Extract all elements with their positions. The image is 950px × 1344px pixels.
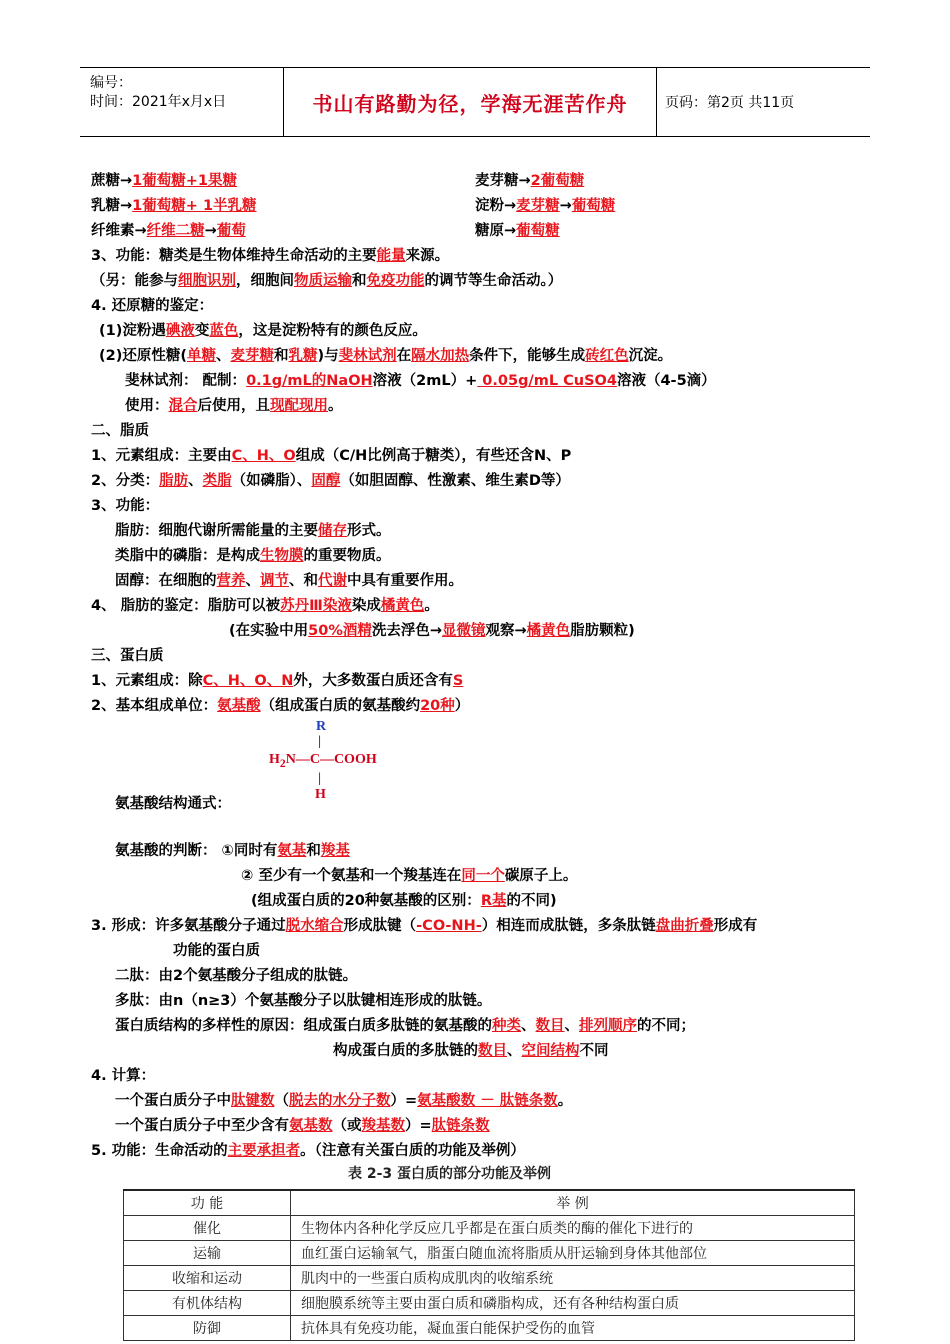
key-term: 隔水加热 [411,348,470,364]
key-term: 混合 [168,398,198,414]
key-term: 单糖 [186,348,216,364]
text: （ [274,1093,289,1109]
table-row [124,1216,855,1241]
text-line [91,1039,871,1064]
function-cell: 有机体结构 [124,1291,291,1316]
text: ）= [405,1118,432,1134]
key-term: 空间结构 [521,1043,580,1059]
key-term: 羧基 [320,843,350,859]
text: （如磷脂）、 [231,473,312,489]
text: 使用： [125,398,169,414]
text-line [91,1089,871,1114]
key-term: 盘曲折叠 [655,918,714,934]
text: (1)淀粉遇 [99,323,166,339]
text-line [91,269,871,294]
text: 构成蛋白质的多肽链的 [333,1043,478,1059]
serial-label: 编号： [90,75,132,91]
text-line [91,494,871,519]
text-line [91,989,871,1014]
text: 1、元素组成：除 [91,673,203,689]
text-line [91,914,871,939]
document-body [91,169,871,1164]
function-cell: 收缩和运动 [124,1266,291,1291]
text: 3. 形成：许多氨基酸分子通过 [91,918,286,934]
text: 2、基本组成单位： [91,698,218,714]
text: 一个蛋白质分子中至少含有 [115,1118,289,1134]
text: 、 [507,1043,522,1059]
key-term: R基 [480,893,507,909]
formula-bond: | [318,734,322,749]
key-term: 显微镜 [442,623,486,639]
text: )与 [317,348,339,364]
key-term: 物质运输 [294,273,352,289]
key-term: 2葡萄糖 [530,173,585,189]
text: 3、功能： [91,498,160,514]
key-term: 苏丹Ⅲ染液 [280,598,352,614]
table-row [124,1266,855,1291]
text: 、 [215,348,231,364]
text: 溶液（2mL）+ [372,373,478,389]
key-term: 数目 [535,1018,565,1034]
text: 的调节等生命活动。） [424,273,563,289]
text-line [91,469,871,494]
text-line [91,194,871,219]
text: 、 [188,473,203,489]
text-line [91,594,871,619]
text: 的重要物质。 [303,548,391,564]
formula-r-group: R [316,719,327,734]
header-page-cell [657,68,870,136]
text: 。（注意有关蛋白质的功能及举例） [300,1143,525,1159]
text-line [91,1014,871,1039]
text-line [91,1114,871,1139]
text: 一个蛋白质分子中 [115,1093,231,1109]
key-term: 麦芽糖 [230,348,274,364]
text: 固醇：在细胞的 [115,573,217,589]
key-term: 氨基酸数 － 肽链条数 [417,1093,558,1109]
key-term: 免疫功能 [366,273,425,289]
table-row [124,1316,855,1341]
key-term: 脂肪 [159,473,189,489]
page-number: 页码：第2页 共11页 [665,95,795,111]
text: (在实验中用 [229,623,309,639]
key-term: S [452,673,464,689]
key-term: 砖红色 [585,348,629,364]
text-line [91,1139,871,1164]
text: 和 [352,273,367,289]
text-line [91,369,871,394]
text: → [559,198,572,214]
text-line [91,394,871,419]
text: 4. 还原糖的鉴定： [91,298,214,314]
text: 功能的蛋白质 [173,943,260,959]
text-line [91,244,871,269]
text: 的不同) [506,893,557,909]
table-caption: 表 2-3 蛋白质的部分功能及举例 [348,1166,552,1182]
key-term: 脱去的水分子数 [289,1093,391,1109]
key-term: 同一个 [461,868,505,884]
text: 2、分类： [91,473,160,489]
text: 变 [194,323,210,339]
date-label: 时间：2021年x月x日 [90,94,227,110]
text: 沉淀。 [628,348,673,364]
key-term: 储存 [318,523,347,539]
text: (2)还原性糖( [99,348,187,364]
example-cell: 抗体具有免疫功能，凝血蛋白能保护受伤的血管 [291,1316,855,1341]
key-term: 橘黄色 [526,623,571,639]
key-term: 1葡萄糖+1果糖 [132,173,237,189]
key-term: 营养 [216,573,246,589]
formula-h: H [269,752,280,767]
text: 斐林试剂： 配制： [125,373,247,389]
text: (组成蛋白质的20种氨基酸的区别： [251,893,481,909]
function-cell: 运输 [124,1241,291,1266]
header-meta-cell [80,68,284,136]
text: 观察→ [485,623,527,639]
text: 后使用，且 [197,398,270,414]
text: 纤维素→ [91,223,147,239]
key-term: 橘黄色 [380,598,425,614]
key-term: 乳糖 [288,348,318,364]
key-term: 0.1g/mL的NaOH [246,373,373,389]
key-term: 麦芽糖 [516,198,560,214]
text: （如胆固醇、性激素、维生素D等） [340,473,570,489]
text-line [91,964,871,989]
key-term: 肽键数 [231,1093,275,1109]
text-line [91,1064,871,1089]
key-term: 代谢 [318,573,347,589]
key-term: 能量 [376,248,406,264]
key-term: 排列顺序 [579,1018,637,1034]
key-term: 调节 [260,573,289,589]
text: （另：能参与 [91,273,178,289]
key-term: 50%酒精 [308,623,372,639]
example-cell: 血红蛋白运输氧气，脂蛋白随血流将脂质从肝运输到身体其他部位 [291,1241,855,1266]
key-term: 氨基 [277,843,307,859]
text: 形式。 [347,523,391,539]
key-term: 数目 [478,1043,507,1059]
text-line [91,444,871,469]
text: 3、功能：糖类是生物体维持生命活动的主要 [91,248,377,264]
formula-bond: | [318,771,322,786]
text: ，这是淀粉特有的颜色反应。 [238,323,427,339]
text: 多肽：由n（n≥3）个氨基酸分子以肽键相连形成的肽链。 [115,993,492,1009]
example-cell: 生物体内各种化学反应几乎都是在蛋白质类的酶的催化下进行的 [291,1216,855,1241]
text-column-2 [475,219,560,244]
text: 蛋白质结构的多样性的原因：组成蛋白质多肽链的氨基酸的 [115,1018,492,1034]
text: 糖原→ [475,223,517,239]
text: 不同 [579,1043,609,1059]
text: → [204,223,217,239]
section-heading [91,419,871,444]
key-term: 固醇 [311,473,341,489]
text: 形成肽键（ [343,918,417,934]
text-line [91,219,871,244]
key-term: -CO-NH- [416,918,482,934]
text: 乳糖→ [91,198,133,214]
key-term: 肽链条数 [431,1118,490,1134]
section-heading [91,294,871,319]
function-cell: 防御 [124,1316,291,1341]
key-term: 葡萄糖 [571,198,616,214]
key-term: 葡萄糖 [516,223,560,239]
text-line [91,889,871,914]
text-line [91,544,871,569]
text-line [91,569,871,594]
key-term: 主要承担者 [227,1143,301,1159]
text: 在 [396,348,412,364]
text: 脂肪：细胞代谢所需能量的主要 [115,523,318,539]
text: 类脂中的磷脂：是构成 [115,548,260,564]
text: ，细胞间 [236,273,294,289]
key-term: 种类 [492,1018,521,1034]
text: 来源。 [405,248,450,264]
text: （组成蛋白质的氨基酸约 [260,698,421,714]
text: 、 [521,1018,536,1034]
key-term: 20种 [420,698,455,714]
protein-function-table [123,1189,855,1341]
text-line [91,344,871,369]
key-term: 现配现用 [270,398,328,414]
text: 中具有重要作用。 [347,573,463,589]
text-line [91,669,871,694]
text: 、和 [289,573,318,589]
section-heading [91,644,871,669]
document-header [80,67,870,137]
example-cell: 肌肉中的一些蛋白质构成肌肉的收缩系统 [291,1266,855,1291]
text: 氨基酸的判断： ①同时有 [115,843,278,859]
text: 麦芽糖→ [475,173,531,189]
text-line [91,619,871,644]
text: 外，大多数蛋白质还含有 [293,673,453,689]
key-term: 葡萄 [216,223,246,239]
text: ）相连而成肽链，多条肽链 [481,918,656,934]
text: 溶液（4-5滴） [616,373,716,389]
key-term: 纤维二糖 [146,223,205,239]
text: 二、脂质 [91,423,149,439]
text: ② 至少有一个氨基和一个羧基连在 [241,868,462,884]
key-term: C、H、O、N [202,673,294,689]
text: 、 [564,1018,579,1034]
text: 蔗糖→ [91,173,133,189]
key-term: 斐林试剂 [338,348,397,364]
text: 染成 [351,598,381,614]
text: （或 [332,1118,362,1134]
text: 脂肪颗粒) [570,623,635,639]
text: 1、元素组成：主要由 [91,448,232,464]
text: 碳原子上。 [504,868,578,884]
text: 。 [557,1093,573,1109]
text: 条件下，能够生成 [469,348,586,364]
text: 形成有 [713,918,758,934]
key-term: 0.05g/mL CuSO4 [477,373,617,389]
text-line [91,864,871,889]
text: 4、 脂肪的鉴定：脂肪可以被 [91,598,281,614]
text: 和 [273,348,289,364]
key-term: 羧基数 [361,1118,405,1134]
formula-amino-group [269,752,377,770]
table-row [124,1291,855,1316]
text-line [91,694,871,719]
text: 三、蛋白质 [91,648,164,664]
amino-acid-formula [91,719,871,824]
text: ）= [390,1093,418,1109]
text-line [91,839,871,864]
text: 洗去浮色→ [371,623,443,639]
key-term: 细胞识别 [178,273,236,289]
text-line [91,319,871,344]
text: 4. 计算： [91,1068,156,1084]
text-column-2 [475,169,584,194]
formula-h-atom: H [315,787,326,802]
column-header-example: 举 例 [291,1190,855,1216]
function-cell: 催化 [124,1216,291,1241]
text: 组成（C/H比例高于糖类），有些还含N、P [295,448,572,464]
key-term: C、H、O [231,448,296,464]
key-term: 1葡萄糖+ 1半乳糖 [132,198,257,214]
text-line [91,169,871,194]
text: 、 [245,573,260,589]
text: 5. 功能：生命活动的 [91,1143,228,1159]
key-term: 脱水缩合 [285,918,344,934]
key-term: 蓝色 [209,323,239,339]
key-term: 氨基数 [289,1118,333,1134]
key-term: 生物膜 [260,548,304,564]
formula-chain: N—C—COOH [285,752,377,767]
text: 的不同； [637,1018,695,1034]
text: ） [454,698,470,714]
table-header-row [124,1190,855,1216]
text-line [91,519,871,544]
column-header-function: 功 能 [124,1190,291,1216]
motto: 书山有路勤为径，学海无涯苦作舟 [312,91,628,116]
text: 和 [306,843,321,859]
text: 。 [424,598,439,614]
key-term: 氨基酸 [217,698,261,714]
text: 。 [328,398,343,414]
text: 淀粉→ [475,198,517,214]
example-cell: 细胞膜系统等主要由蛋白质和磷脂构成，还有各种结构蛋白质 [291,1291,855,1316]
key-term: 类脂 [202,473,232,489]
formula-label: 氨基酸结构通式： [115,796,231,812]
text: 二肽：由2个氨基酸分子组成的肽链。 [115,968,358,984]
key-term: 碘液 [165,323,195,339]
formula-subscript: 2 [279,756,286,770]
table-row [124,1241,855,1266]
text-column-2 [475,194,615,219]
text-line [91,939,871,964]
header-motto-cell [284,68,657,136]
